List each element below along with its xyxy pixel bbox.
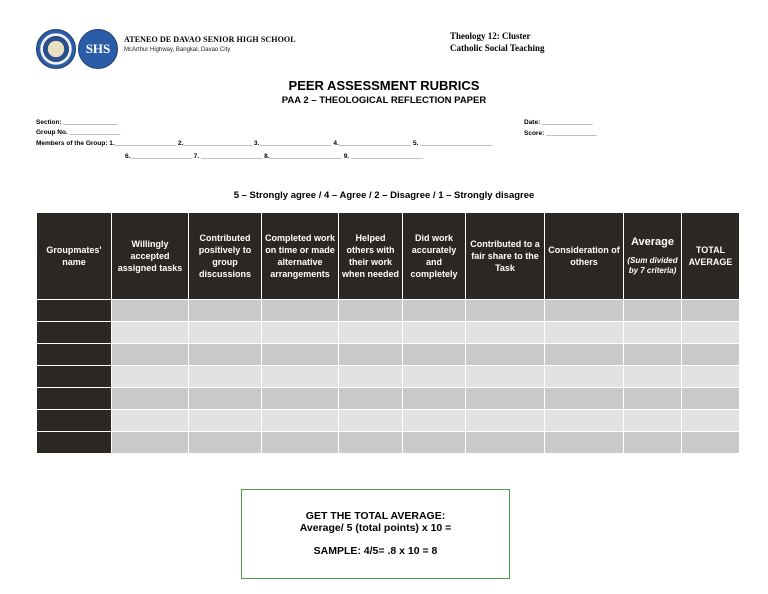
rating-cell[interactable] bbox=[466, 410, 545, 432]
table-row bbox=[37, 366, 740, 388]
rating-cell[interactable] bbox=[545, 388, 624, 410]
groupmate-name-cell[interactable] bbox=[37, 388, 112, 410]
rating-cell[interactable] bbox=[339, 366, 403, 388]
rating-cell[interactable] bbox=[466, 322, 545, 344]
rating-cell[interactable] bbox=[189, 366, 262, 388]
rating-cell[interactable] bbox=[262, 410, 339, 432]
average-note: (Sum divided by 7 criteria) bbox=[627, 255, 678, 276]
total-average-heading: GET THE TOTAL AVERAGE: bbox=[305, 510, 446, 522]
rating-cell[interactable] bbox=[403, 366, 466, 388]
rating-cell[interactable] bbox=[403, 388, 466, 410]
col-header-helped-others: Helped others with their work when needed bbox=[339, 213, 403, 300]
rating-cell[interactable] bbox=[624, 388, 682, 410]
page-title: PEER ASSESSMENT RUBRICS bbox=[288, 78, 480, 93]
rating-cell[interactable] bbox=[624, 410, 682, 432]
col-header-total-average: TOTAL AVERAGE bbox=[682, 213, 740, 300]
groupmate-name-cell[interactable] bbox=[37, 300, 112, 322]
rating-cell[interactable] bbox=[189, 344, 262, 366]
rating-cell[interactable] bbox=[112, 344, 189, 366]
table-row bbox=[37, 344, 740, 366]
rubric-table bbox=[36, 212, 740, 454]
rating-cell[interactable] bbox=[112, 366, 189, 388]
col-header-fair-share: Contributed to a fair share to the Task bbox=[466, 213, 545, 300]
rating-cell[interactable] bbox=[262, 432, 339, 454]
rating-cell[interactable] bbox=[112, 410, 189, 432]
rating-cell[interactable] bbox=[189, 410, 262, 432]
col-header-name: Groupmates' name bbox=[37, 213, 112, 300]
school-address: McArthur Highway, Bangkal, Davao City bbox=[124, 47, 231, 53]
rating-cell[interactable] bbox=[624, 322, 682, 344]
rating-cell[interactable] bbox=[262, 366, 339, 388]
rating-cell[interactable] bbox=[189, 322, 262, 344]
rating-cell[interactable] bbox=[339, 322, 403, 344]
table-row bbox=[37, 388, 740, 410]
table-header-row bbox=[37, 213, 740, 300]
school-name: ATENEO DE DAVAO SENIOR HIGH SCHOOL bbox=[124, 35, 296, 44]
groupmate-name-cell[interactable] bbox=[37, 432, 112, 454]
rating-cell[interactable] bbox=[624, 432, 682, 454]
page-subtitle: PAA 2 – THEOLOGICAL REFLECTION PAPER bbox=[281, 95, 487, 106]
rating-cell[interactable] bbox=[262, 388, 339, 410]
rating-cell[interactable] bbox=[682, 344, 740, 366]
rating-cell[interactable] bbox=[682, 432, 740, 454]
rating-cell[interactable] bbox=[466, 300, 545, 322]
rating-cell[interactable] bbox=[545, 344, 624, 366]
rating-cell[interactable] bbox=[682, 410, 740, 432]
rating-cell[interactable] bbox=[466, 366, 545, 388]
group-no-field: Group No. ______________ bbox=[36, 129, 121, 136]
total-average-box bbox=[241, 489, 510, 579]
rating-cell[interactable] bbox=[339, 344, 403, 366]
rating-cell[interactable] bbox=[339, 410, 403, 432]
groupmate-name-cell[interactable] bbox=[37, 366, 112, 388]
rating-cell[interactable] bbox=[339, 388, 403, 410]
rating-cell[interactable] bbox=[262, 322, 339, 344]
rating-cell[interactable] bbox=[403, 344, 466, 366]
rating-cell[interactable] bbox=[403, 432, 466, 454]
rating-cell[interactable] bbox=[339, 300, 403, 322]
course-title: Theology 12: Cluster bbox=[450, 31, 531, 41]
rating-cell[interactable] bbox=[339, 432, 403, 454]
rating-scale: 5 – Strongly agree / 4 – Agree / 2 – Disagree / 1 – Strongly disagree bbox=[233, 190, 535, 201]
table-row bbox=[37, 432, 740, 454]
rating-cell[interactable] bbox=[545, 366, 624, 388]
total-average-formula: Average/ 5 (total points) x 10 = bbox=[299, 522, 452, 534]
rating-cell[interactable] bbox=[189, 432, 262, 454]
col-header-accepted-tasks: Willingly accepted assigned tasks bbox=[112, 213, 189, 300]
school-seal-logo bbox=[36, 29, 76, 69]
rating-cell[interactable] bbox=[189, 388, 262, 410]
rating-cell[interactable] bbox=[624, 366, 682, 388]
date-field: Date: ______________ bbox=[524, 119, 593, 126]
rating-cell[interactable] bbox=[466, 344, 545, 366]
rating-cell[interactable] bbox=[682, 300, 740, 322]
rating-cell[interactable] bbox=[189, 300, 262, 322]
section-field: Section: _______________ bbox=[36, 119, 118, 126]
col-header-consideration: Consideration of others bbox=[545, 213, 624, 300]
rating-cell[interactable] bbox=[545, 410, 624, 432]
groupmate-name-cell[interactable] bbox=[37, 322, 112, 344]
col-header-completed-on-time: Completed work on time or made alternative arrangements bbox=[262, 213, 339, 300]
score-field: Score: ______________ bbox=[524, 130, 597, 137]
table-row bbox=[37, 322, 740, 344]
rating-cell[interactable] bbox=[403, 410, 466, 432]
rating-cell[interactable] bbox=[112, 432, 189, 454]
rating-cell[interactable] bbox=[624, 344, 682, 366]
total-average-sample: SAMPLE: 4/5= .8 x 10 = 8 bbox=[313, 545, 438, 557]
groupmate-name-cell[interactable] bbox=[37, 344, 112, 366]
rating-cell[interactable] bbox=[262, 344, 339, 366]
average-label: Average bbox=[630, 235, 674, 248]
rating-cell[interactable] bbox=[112, 322, 189, 344]
members-row-1: Members of the Group: 1._________________ 2.___________________ 3.____________________ 4.____________________ 5. ____________________ bbox=[36, 140, 493, 147]
col-header-average bbox=[624, 213, 682, 300]
rating-cell[interactable] bbox=[545, 322, 624, 344]
table-row bbox=[37, 410, 740, 432]
col-header-accurate-work: Did work accurately and completely bbox=[403, 213, 466, 300]
rating-cell[interactable] bbox=[682, 322, 740, 344]
rating-cell[interactable] bbox=[545, 432, 624, 454]
members-row-2: 6._________________ 7. _________________ 8.____________________ 9. ____________________ bbox=[125, 153, 424, 160]
rating-cell[interactable] bbox=[545, 300, 624, 322]
shs-logo: SHS bbox=[78, 29, 118, 69]
rating-cell[interactable] bbox=[112, 388, 189, 410]
rating-cell[interactable] bbox=[466, 432, 545, 454]
rating-cell[interactable] bbox=[403, 322, 466, 344]
table-row bbox=[37, 300, 740, 322]
rating-cell[interactable] bbox=[682, 366, 740, 388]
groupmate-name-cell[interactable] bbox=[37, 410, 112, 432]
rating-cell[interactable] bbox=[624, 300, 682, 322]
course-subtitle: Catholic Social Teaching bbox=[450, 43, 545, 53]
rating-cell[interactable] bbox=[112, 300, 189, 322]
rating-cell[interactable] bbox=[403, 300, 466, 322]
col-header-group-discussions: Contributed positively to group discussions bbox=[189, 213, 262, 300]
rating-cell[interactable] bbox=[466, 388, 545, 410]
rating-cell[interactable] bbox=[262, 300, 339, 322]
rating-cell[interactable] bbox=[682, 388, 740, 410]
